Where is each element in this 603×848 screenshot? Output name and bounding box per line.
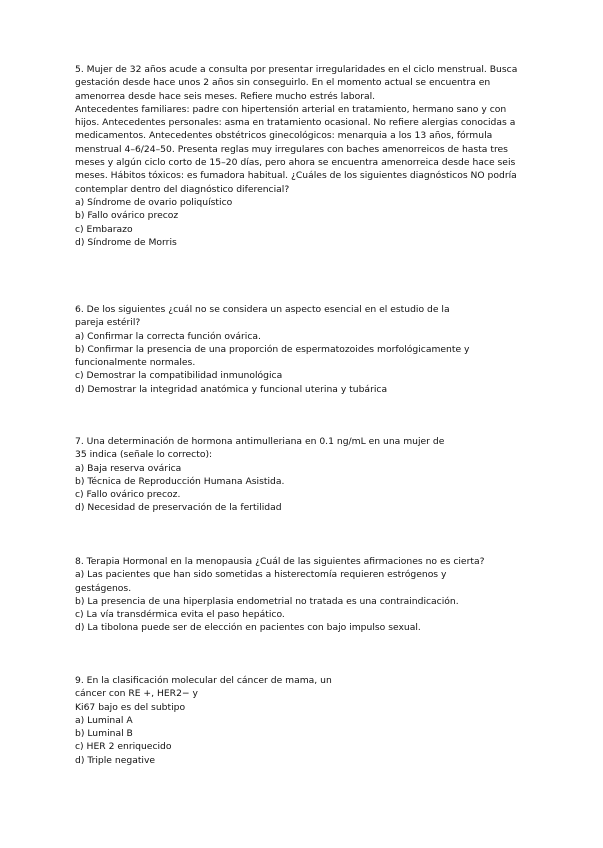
answer-option: c) Embarazo — [75, 223, 133, 235]
answer-option: b) Fallo ovárico precoz — [75, 210, 179, 222]
question-text-line: hijos. Antecedentes personales: asma en tratamiento ocasional. No refiere alergias conocidas a — [75, 117, 516, 129]
question-text-line: 9. En la clasificación molecular del cáncer de mama, un — [75, 675, 332, 686]
question-text-line: meses y algún ciclo corto de 15–20 días, pero ahora se encuentra amenorreica desde hace seis — [75, 157, 516, 169]
answer-option: b) La presencia de una hiperplasia endometrial no tratada es una contraindicación. — [75, 595, 459, 607]
question-text-line: Ki67 bajo es del subtipo — [75, 701, 186, 713]
question-text-line: pareja estéril? — [75, 317, 141, 329]
question-9 — [75, 674, 555, 767]
question-text-line: menstrual 4–6/24–50. Presenta reglas muy irregulares con baches amenorreicos de hasta tres — [75, 143, 508, 155]
answer-option: a) Luminal A — [75, 714, 133, 726]
answer-option: c) Demostrar la compatibilidad inmunológica — [75, 370, 283, 382]
question-text-line: 35 indica (señale lo correcto): — [75, 449, 213, 461]
question-text-line: 8. Terapia Hormonal en la menopausia ¿Cuál de las siguientes afirmaciones no es cierta? — [75, 556, 485, 567]
answer-option: d) Demostrar la integridad anatómica y funcional uterina y tubárica — [75, 383, 388, 395]
answer-option: d) La tibolona puede ser de elección en pacientes con bajo impulso sexual. — [75, 622, 421, 634]
question-text-line: cáncer con RE +, HER2− y — [75, 688, 198, 700]
answer-option: b) Técnica de Reproducción Humana Asistida. — [75, 475, 285, 487]
question-8 — [75, 555, 555, 635]
question-text-line: gestación desde hace unos 2 años sin conseguirlo. En el momento actual se encuentra en — [75, 77, 491, 89]
question-6 — [75, 303, 555, 396]
answer-option: c) Fallo ovárico precoz. — [75, 489, 181, 501]
answer-option: c) HER 2 enriquecido — [75, 741, 172, 753]
question-5 — [75, 63, 555, 249]
question-7 — [75, 435, 555, 515]
answer-option: a) Baja reserva ovárica — [75, 462, 182, 474]
answer-option: gestágenos. — [75, 582, 132, 594]
question-text-line: Antecedentes familiares: padre con hipertensión arterial en tratamiento, hermano sano y con — [75, 103, 507, 115]
question-text-line: 6. De los siguientes ¿cuál no se considera un aspecto esencial en el estudio de la — [75, 304, 450, 315]
answer-option: a) Confirmar la correcta función ovárica. — [75, 330, 261, 342]
answer-option: d) Necesidad de preservación de la fertilidad — [75, 502, 282, 514]
question-text-line: contemplar dentro del diagnóstico diferencial? — [75, 183, 290, 195]
answer-option: funcionalmente normales. — [75, 357, 196, 369]
answer-option: a) Las pacientes que han sido sometidas a histerectomía requieren estrógenos y — [75, 569, 447, 581]
question-text-line: 7. Una determinación de hormona antimulleriana en 0.1 ng/mL en una mujer de — [75, 436, 445, 447]
answer-option: c) La vía transdérmica evita el paso hepático. — [75, 609, 285, 621]
answer-option: d) Síndrome de Morris — [75, 236, 177, 248]
answer-option: b) Luminal B — [75, 728, 133, 740]
answer-option: b) Confirmar la presencia de una proporción de espermatozoides morfológicamente y — [75, 343, 470, 355]
answer-option: a) Síndrome de ovario poliquístico — [75, 196, 233, 208]
question-text-line: amenorrea desde hace seis meses. Refiere mucho estrés laboral. — [75, 90, 376, 102]
question-text-line: 5. Mujer de 32 años acude a consulta por presentar irregularidades en el ciclo menstrual. Busca — [75, 64, 518, 75]
question-text-line: meses. Hábitos tóxicos: es fumadora habitual. ¿Cuáles de los siguientes diagnósticos NO podría — [75, 170, 517, 182]
question-text-line: medicamentos. Antecedentes obstétricos ginecológicos: menarquia a los 13 años, fórmula — [75, 130, 493, 142]
answer-option: d) Triple negative — [75, 754, 156, 766]
